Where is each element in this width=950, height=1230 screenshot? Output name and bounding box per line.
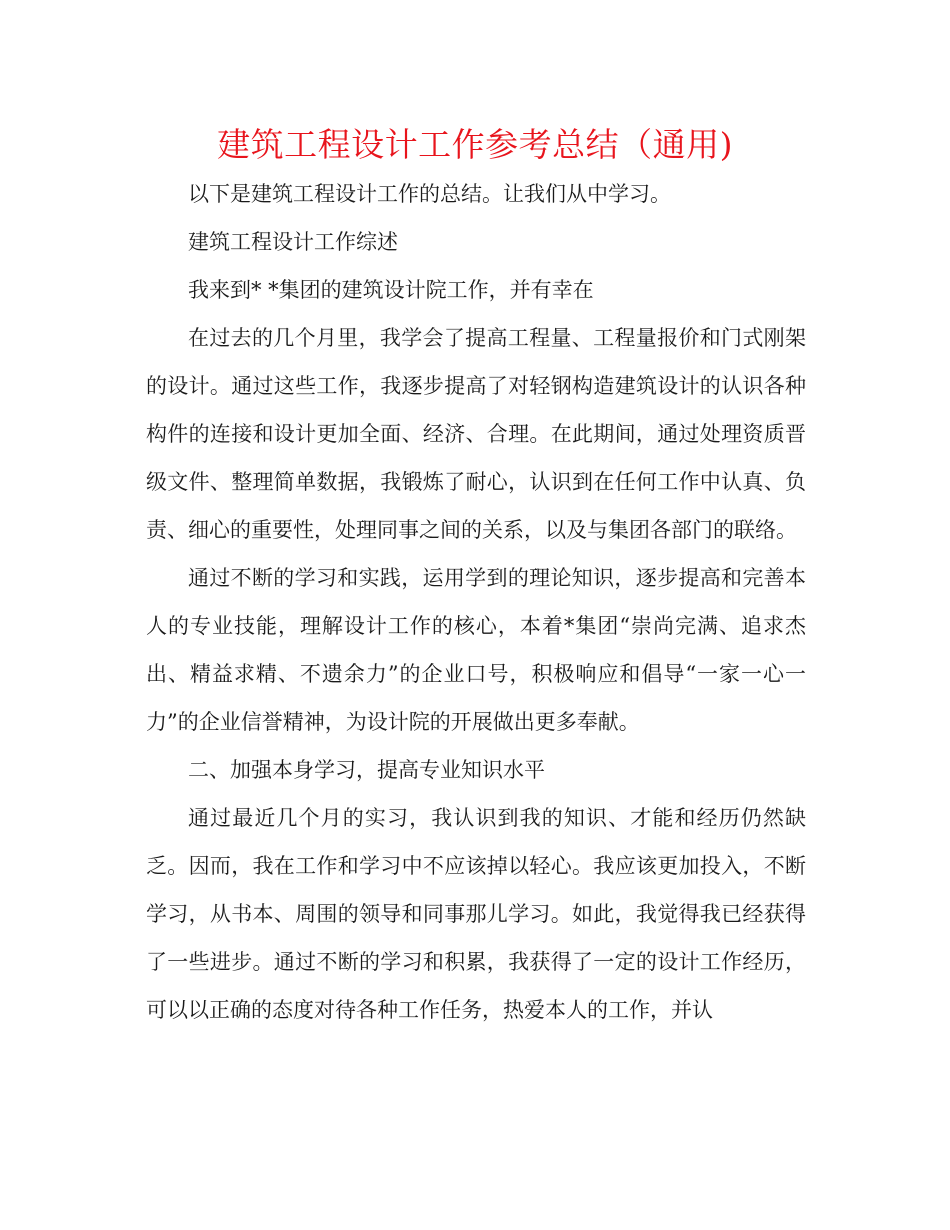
paragraph-heading-overview: 建筑工程设计工作综述 [188, 230, 398, 254]
paragraph-heading-section-two: 二、加强本身学习，提高专业知识水平 [188, 758, 545, 782]
paragraph-intro: 以下是建筑工程设计工作的总结。让我们从中学习。 [188, 182, 671, 206]
paragraph-internship: 通过最近几个月的实习，我认识到我的知识、才能和经历仍然缺乏。因而，我在工作和学习中不应该掉以轻心。我应该更加投入，不断学习，从书本、周围的领导和同事那儿学习。如此，我觉得我已经获得了一些进步。通过不断的学习和积累，我获得了一定的设计工作经历，可以以正确的态度对待各种工作任务，热爱本人的工作，并认 [146, 806, 806, 1022]
document-title: 建筑工程设计工作参考总结（通用) [217, 125, 733, 164]
paragraph-practice: 通过不断的学习和实践，运用学到的理论知识，逐步提高和完善本人的专业技能，理解设计工作的核心，本着*集团“崇尚完满、追求杰出、精益求精、不遗余力”的企业口号，积极响应和倡导“一家一心一力”的企业信誉精神，为设计院的开展做出更多奉献。 [146, 566, 806, 734]
paragraph-arrival: 我来到* *集团的建筑设计院工作，并有幸在 [188, 278, 594, 302]
document-body [146, 170, 806, 1034]
paragraph-past-months: 在过去的几个月里，我学会了提高工程量、工程量报价和门式刚架的设计。通过这些工作，我逐步提高了对轻钢构造建筑设计的认识各种构件的连接和设计更加全面、经济、合理。在此期间，通过处理资质晋级文件、整理简单数据，我锻炼了耐心，认识到在任何工作中认真、负责、细心的重要性，处理同事之间的关系，以及与集团各部门的联络。 [146, 326, 806, 542]
